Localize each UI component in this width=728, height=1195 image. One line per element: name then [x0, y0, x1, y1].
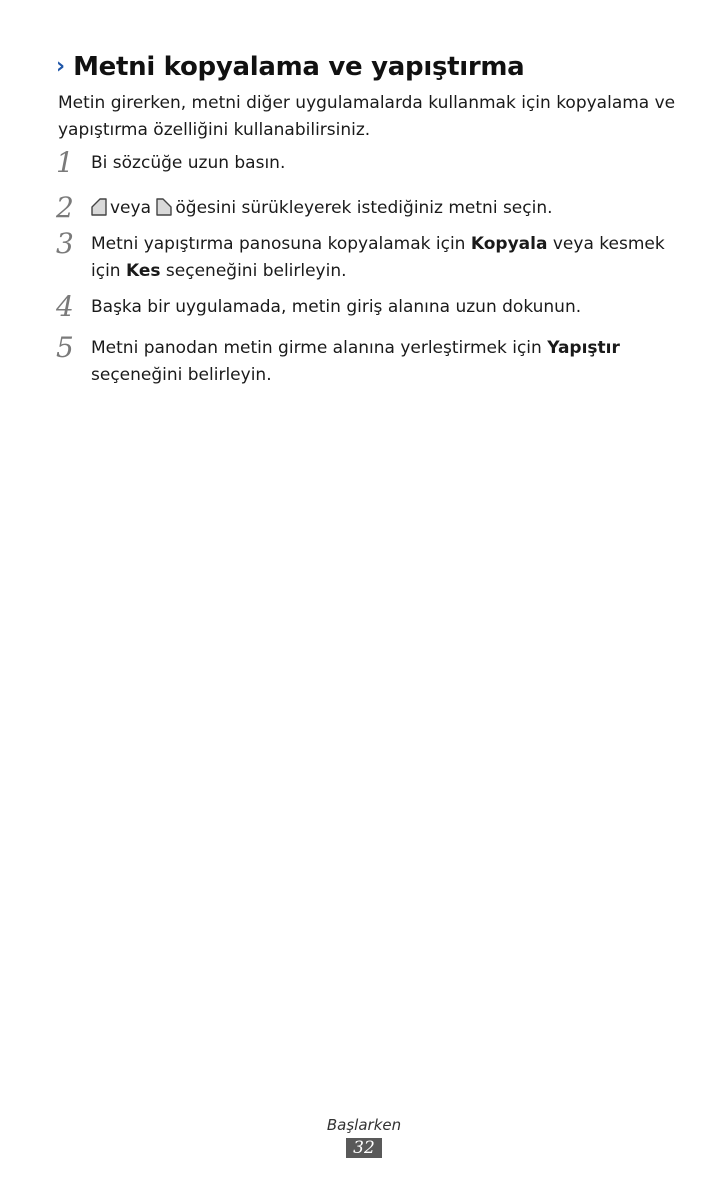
- step-text: Başka bir uygulamada, metin giriş alanına uzun dokunun.: [91, 297, 582, 317]
- step-text-post: seçeneğini belirleyin.: [91, 365, 272, 385]
- step-text: Bi sözcüğe uzun basın.: [91, 153, 286, 173]
- step-text: [91, 335, 686, 389]
- paste-option-label: Yapıştır: [547, 338, 620, 358]
- step-2: [56, 191, 686, 225]
- step-text: [91, 195, 686, 225]
- step-number: 5: [56, 331, 74, 364]
- section-heading: [56, 54, 524, 80]
- selection-handle-right-icon: [156, 198, 172, 225]
- page-number-badge: 32: [346, 1138, 382, 1158]
- step-4: [56, 290, 686, 323]
- chevron-right-icon: ›: [56, 54, 66, 79]
- step-5: [56, 331, 686, 389]
- step-text: [91, 231, 686, 285]
- step-number: 1: [56, 146, 74, 179]
- copy-option-label: Kopyala: [470, 234, 548, 254]
- step-text-post: seçeneğini belirleyin.: [165, 261, 347, 281]
- step-number: 2: [56, 191, 74, 224]
- step-text-or: veya: [110, 198, 151, 218]
- section-title: Metni kopyalama ve yapıştırma: [73, 52, 525, 82]
- footer-section-name: Başlarken: [326, 1116, 402, 1134]
- page-footer: [0, 1116, 728, 1158]
- step-text-pre: Metni panodan metin girme alanına yerleştirmek için: [91, 338, 542, 358]
- step-text-pre: Metni yapıştırma panosuna kopyalamak için: [91, 234, 466, 254]
- step-number: 3: [56, 227, 74, 260]
- selection-handle-left-icon: [91, 198, 107, 225]
- step-text-rest: öğesini sürükleyerek istediğiniz metni seçin.: [175, 198, 553, 218]
- step-3: [56, 227, 686, 285]
- cut-option-label: Kes: [125, 261, 161, 281]
- step-number: 4: [56, 290, 74, 323]
- step-text-mid: veya kesmek için: [91, 234, 665, 281]
- step-1: [56, 146, 686, 179]
- intro-paragraph: Metin girerken, metni diğer uygulamalarda kullanmak için kopyalama ve yapıştırma özelliğini kullanabilirsiniz.: [58, 93, 676, 140]
